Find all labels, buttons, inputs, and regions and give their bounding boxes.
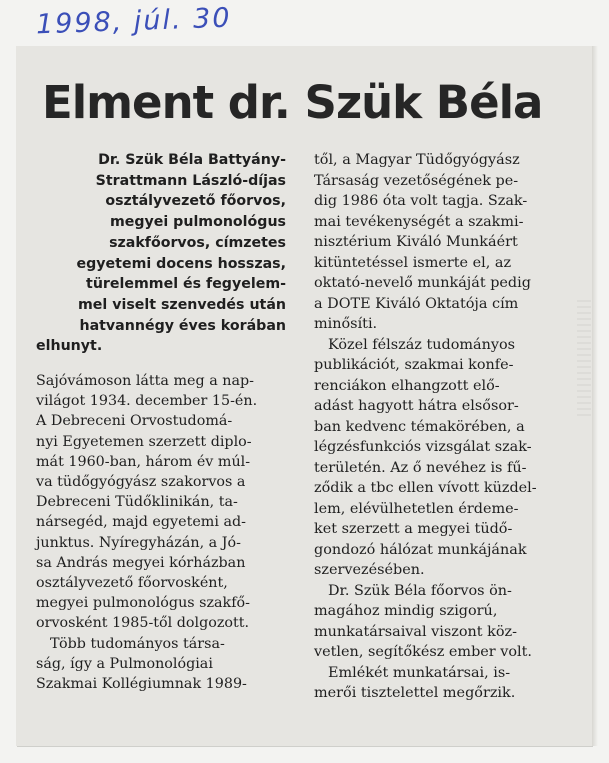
text-line: Emlékét munkatársai, is- (328, 664, 511, 681)
text-line: junktus. Nyíregyházán, a Jó- (36, 534, 241, 551)
text-line: adást hagyott hátra elsősor- (314, 398, 519, 414)
text-line: nársegéd, majd egyetemi ad- (36, 514, 246, 531)
lead-line: szakfőorvos, címzetes (109, 234, 286, 251)
lead-line: osztályvezető főorvos, (105, 193, 286, 210)
text-line: vetlen, segítőkész ember volt. (314, 644, 533, 660)
right-column (314, 150, 568, 704)
text-line: ság, így a Pulmonológiai (36, 655, 213, 672)
text-line: dig 1986 óta volt tagja. Szak- (314, 193, 528, 209)
lead-line: mel viselt szenvedés után (78, 296, 286, 313)
headline: Elment dr. Szük Béla (42, 76, 543, 129)
text-line: lem, elévülhetetlen érdeme- (314, 500, 519, 517)
text-line: minősíti. (314, 316, 378, 332)
text-line: ződik a tbc ellen vívott küzdel- (314, 480, 537, 496)
text-line: munkatársaival viszont köz- (314, 623, 517, 640)
text-line: világot 1934. december 15-én. (36, 393, 258, 410)
text-line: oktató-nevelő munkáját pedig (314, 275, 531, 291)
text-line: osztályvezető főorvosként, (36, 575, 228, 592)
text-line: publikációt, szakmai konfe- (314, 357, 514, 373)
text-line: től, a Magyar Tüdőgyógyász (314, 152, 520, 168)
lead-line: elhunyt. (36, 338, 103, 355)
text-line: renciákon elhangzott elő- (314, 377, 500, 394)
text-line: Dr. Szük Béla főorvos ön- (328, 582, 512, 599)
text-line: magához mindig szigorú, (314, 603, 498, 619)
text-line: kitüntetéssel ismerte el, az (314, 254, 512, 271)
text-line: sa András megyei kórházban (36, 554, 246, 571)
text-line: ban kedvenc témakörében, a (314, 418, 525, 435)
left-column (36, 150, 286, 694)
text-line: megyei pulmonológus szakfő- (36, 595, 250, 612)
text-line: szervezésében. (314, 562, 425, 578)
lead-line: megyei pulmonológus (109, 214, 286, 231)
text-line: Debreceni Tüdőklinikán, ta- (36, 494, 238, 511)
handwritten-date: 1998, júl. 30 (35, 2, 232, 41)
lead-line: Strattmann László-díjas (95, 172, 286, 189)
text-line: Sajóvámoson látta meg a nap- (36, 373, 254, 390)
text-line: a DOTE Kiváló Oktatója cím (314, 295, 519, 312)
text-line: merői tisztelettel megőrzik. (314, 685, 516, 701)
text-line: Társaság vezetőségének pe- (314, 172, 519, 189)
text-line: va tüdőgyógyász szakorvos a (36, 474, 246, 491)
text-line: Közel félszáz tudományos (328, 336, 516, 353)
text-line: mai tevékenységét a szakmi- (314, 213, 524, 230)
lead-paragraph (36, 150, 286, 357)
text-line: orvosként 1985-től dolgozott. (36, 615, 250, 632)
lead-line: türelemmel és fegyelem- (86, 276, 286, 293)
text-line: mát 1960-ban, három év múl- (36, 453, 251, 470)
lead-line: hatvannégy éves korában (79, 317, 286, 334)
text-line: területén. Az ő nevéhez is fű- (314, 459, 527, 476)
body-text-left (36, 371, 286, 694)
text-line: nyi Egyetemen szerzett diplo- (36, 433, 252, 450)
text-line: légzésfunkciós vizsgálat szak- (314, 439, 532, 455)
text-line: Több tudományos társa- (50, 635, 225, 652)
text-line: Szakmai Kollégiumnak 1989- (36, 676, 247, 693)
text-line: nisztérium Kiváló Munkáért (314, 234, 518, 250)
lead-line: egyetemi docens hosszas, (76, 255, 286, 272)
text-line: A Debreceni Orvostudomá- (36, 413, 233, 430)
text-line: ket szerzett a megyei tüdő- (314, 521, 513, 537)
text-line: gondozó hálózat munkájának (314, 541, 527, 558)
lead-line: Dr. Szük Béla Battyány- (98, 152, 286, 168)
bleed-through-texture (577, 300, 591, 420)
